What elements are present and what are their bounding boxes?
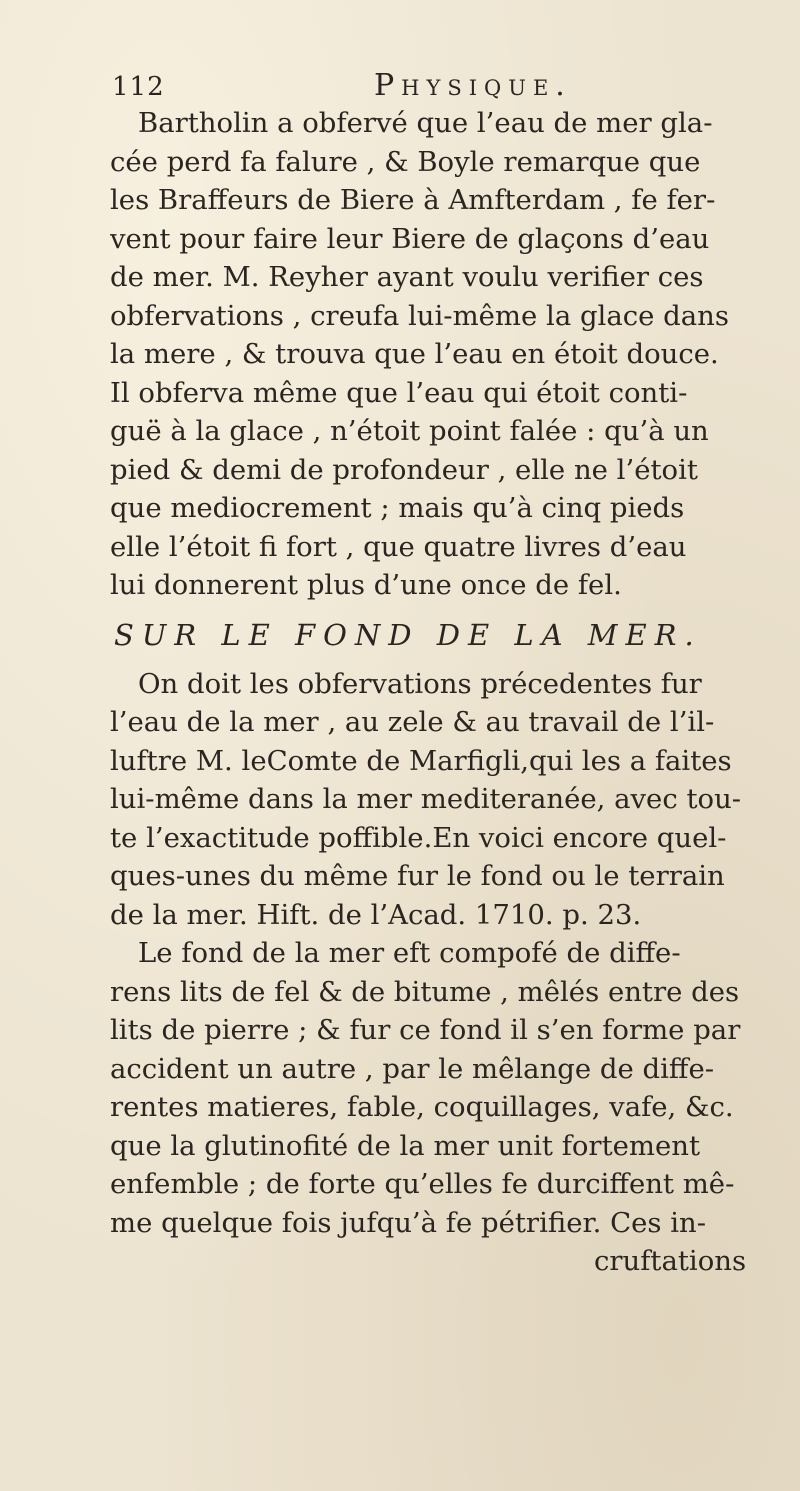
- text-line: que mediocrement ; mais qu’à cinq pieds: [110, 492, 685, 524]
- text-line: les Braffeurs de Biere à Amfterdam , fe fer-: [110, 184, 716, 216]
- text-line: On doit les obfervations précedentes fur: [138, 667, 702, 700]
- text-line: rens lits de fel & de bitume , mêlés entre des: [110, 975, 740, 1008]
- text-line: luftre M. leComte de Marfigli,qui les a faites: [110, 744, 732, 777]
- text-line: de mer. M. Reyher ayant voulu verifier ces: [110, 261, 704, 293]
- paragraph-1: [110, 104, 770, 605]
- text-line: Il obferva même que l’eau qui étoit conti-: [110, 376, 688, 409]
- text-line: te l’exactitude poffible.En voici encore quel-: [110, 821, 727, 854]
- text-line: la mere , & trouva que l’eau en étoit douce.: [110, 338, 719, 370]
- text-line: ques-unes du même fur le fond ou le terrain: [110, 860, 725, 892]
- paragraph-2: [110, 665, 770, 935]
- body-text: [110, 104, 770, 1281]
- text-line: l’eau de la mer , au zele & au travail de l’il-: [110, 706, 715, 738]
- text-line: de la mer. Hift. de l’Acad. 1710. p. 23.: [110, 898, 642, 931]
- text-line: accident un autre , par le mêlange de diffe-: [110, 1052, 715, 1085]
- text-line: Bartholin a obfervé que l’eau de mer gla-: [138, 107, 713, 139]
- text-line: enfemble ; de forte qu’elles fe durciffent mê-: [110, 1168, 735, 1200]
- text-line: pied & demi de profondeur , elle ne l’étoit: [110, 453, 698, 486]
- text-line: rentes matieres, fable, coquillages, vafe, &c.: [110, 1091, 734, 1123]
- text-line: obfervations , creufa lui-même la glace dans: [110, 299, 729, 332]
- text-line: lits de pierre ; & fur ce fond il s’en forme par: [110, 1014, 741, 1046]
- text-line: me quelque fois jufqu’à fe pétrifier. Ces in-: [110, 1206, 707, 1239]
- page-header: [112, 64, 712, 104]
- text-line: guë à la glace , n’étoit point falée : qu’à un: [110, 415, 709, 447]
- paragraph-3: [110, 934, 770, 1242]
- text-line: que la glutinofité de la mer unit fortement: [110, 1129, 701, 1162]
- text-line: Le fond de la mer eft compofé de diffe-: [138, 937, 681, 969]
- text-line: lui-même dans la mer mediteranée, avec tou-: [110, 783, 742, 815]
- running-title: Physique.: [374, 68, 572, 103]
- page-number: 112: [112, 72, 165, 102]
- text-line: cée perd fa falure , & Boyle remarque que: [110, 145, 701, 178]
- text-line: lui donnerent plus d’une once de fel.: [110, 569, 622, 601]
- catchword: cruftations: [594, 1245, 747, 1277]
- section-heading: SUR LE FOND DE LA MER.: [114, 617, 702, 652]
- text-line: elle l’étoit fi fort , que quatre livres d’eau: [110, 530, 687, 563]
- text-line: vent pour faire leur Biere de glaçons d’eau: [110, 222, 710, 255]
